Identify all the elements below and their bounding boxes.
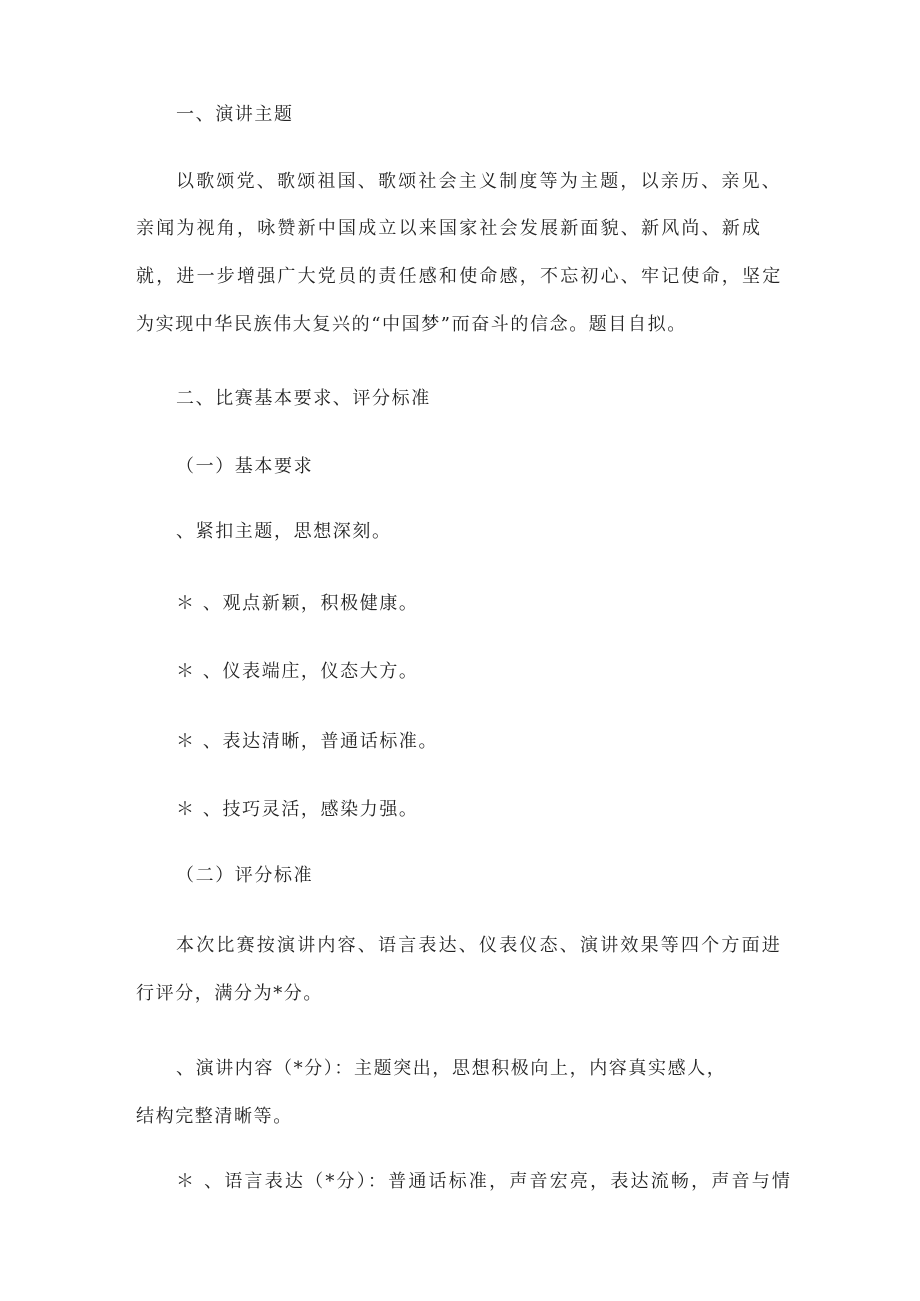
paragraph-line: 亲闻为视角，咏赞新中国成立以来国家社会发展新面貌、新风尚、新成 bbox=[136, 218, 763, 239]
paragraph-line: 结构完整清晰等。 bbox=[136, 1106, 293, 1127]
paragraph-line: 就，进一步增强广大党员的责任感和使命感，不忘初心、牢记使命，坚定 bbox=[136, 266, 783, 287]
paragraph-line: 行评分，满分为*分。 bbox=[136, 983, 323, 1004]
requirement-item: 、紧扣主题，思想深刻。 bbox=[176, 521, 392, 542]
criteria-item: ＊ 、语言表达（*分）：普通话标准，声音宏亮，表达流畅，声音与情 bbox=[176, 1171, 793, 1192]
paragraph-line: 以歌颂党、歌颂祖国、歌颂社会主义制度等为主题，以亲历、亲见、 bbox=[176, 171, 782, 192]
subsection-heading-scoring: （二）评分标准 bbox=[176, 865, 314, 886]
requirement-item: ＊ 、仪表端庄，仪态大方。 bbox=[176, 661, 419, 682]
paragraph-line: 本次比赛按演讲内容、语言表达、仪表仪态、演讲效果等四个方面进 bbox=[176, 935, 782, 956]
requirement-item: ＊ 、技巧灵活，感染力强。 bbox=[176, 799, 419, 820]
section-heading-theme: 一、演讲主题 bbox=[176, 104, 294, 125]
section-heading-requirements: 二、比赛基本要求、评分标准 bbox=[176, 388, 431, 409]
requirement-item: ＊ 、表达清晰，普通话标准。 bbox=[176, 731, 439, 752]
criteria-item: 、演讲内容（*分）：主题突出，思想积极向上，内容真实感人， bbox=[176, 1058, 727, 1079]
paragraph-line: 为实现中华民族伟大复兴的“中国梦”而奋斗的信念。题目自拟。 bbox=[136, 314, 687, 335]
requirement-item: ＊ 、观点新颖，积极健康。 bbox=[176, 593, 419, 614]
subsection-heading-basic: （一）基本要求 bbox=[176, 456, 314, 477]
